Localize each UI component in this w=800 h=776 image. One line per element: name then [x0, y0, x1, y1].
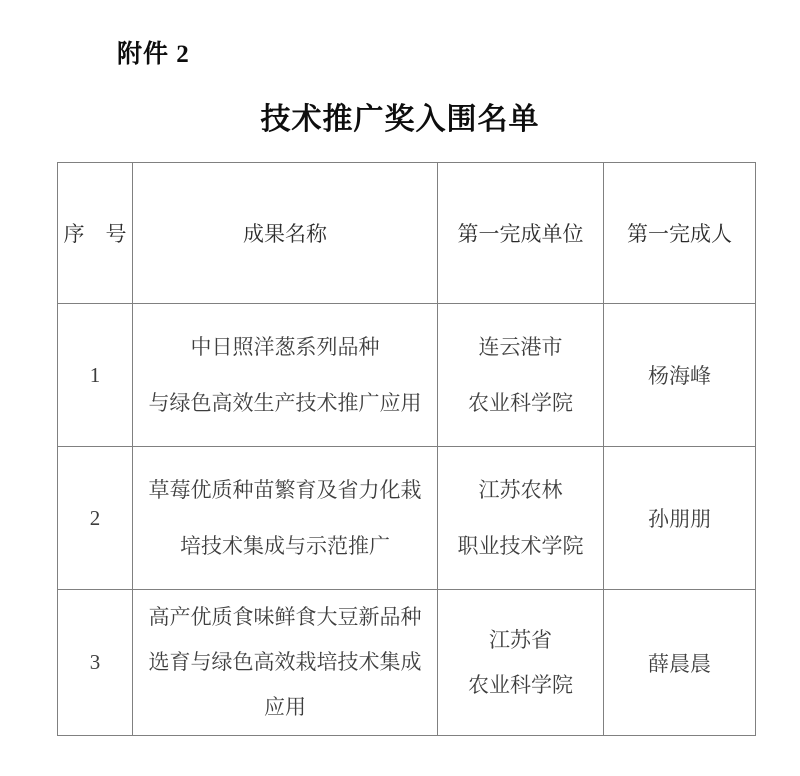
results-table: [57, 162, 756, 736]
text-line: 连云港市: [478, 335, 563, 359]
attachment-label: 附件 2: [117, 41, 190, 68]
text-line: 江苏省: [489, 627, 552, 652]
serial-cell: 3: [58, 590, 133, 736]
table-row: [58, 590, 756, 736]
person-cell: 孙朋朋: [604, 447, 756, 590]
unit-cell: [438, 447, 604, 590]
person-cell: 杨海峰: [604, 304, 756, 447]
text-line: 职业技术学院: [457, 534, 584, 558]
achievement-cell: [133, 447, 438, 590]
text-line: 江苏农林: [478, 478, 563, 502]
text-line: 应用: [264, 695, 306, 719]
table-row: [58, 447, 756, 590]
text-line: 农业科学院: [468, 391, 573, 415]
unit-cell: [438, 304, 604, 447]
column-header-achievement: 成果名称: [133, 163, 438, 304]
person-cell: 薛晨晨: [604, 590, 756, 736]
column-header-serial: 序 号: [58, 163, 133, 304]
table-header-row: [58, 163, 756, 304]
column-header-person: 第一完成人: [604, 163, 756, 304]
text-line: 高产优质食味鲜食大豆新品种: [148, 605, 422, 629]
text-line: 选育与绿色高效栽培技术集成: [148, 650, 422, 674]
serial-cell: 1: [58, 304, 133, 447]
page-title: 技术推广奖入围名单: [260, 103, 540, 136]
text-line: 农业科学院: [468, 672, 573, 697]
achievement-cell: [133, 590, 438, 736]
table-row: [58, 304, 756, 447]
column-header-unit: 第一完成单位: [438, 163, 604, 304]
unit-cell: [438, 590, 604, 736]
text-line: 培技术集成与示范推广: [180, 534, 390, 558]
text-line: 草莓优质种苗繁育及省力化栽: [148, 478, 422, 502]
serial-cell: 2: [58, 447, 133, 590]
text-line: 中日照洋葱系列品种: [190, 335, 380, 359]
achievement-cell: [133, 304, 438, 447]
text-line: 与绿色高效生产技术推广应用: [148, 391, 422, 415]
